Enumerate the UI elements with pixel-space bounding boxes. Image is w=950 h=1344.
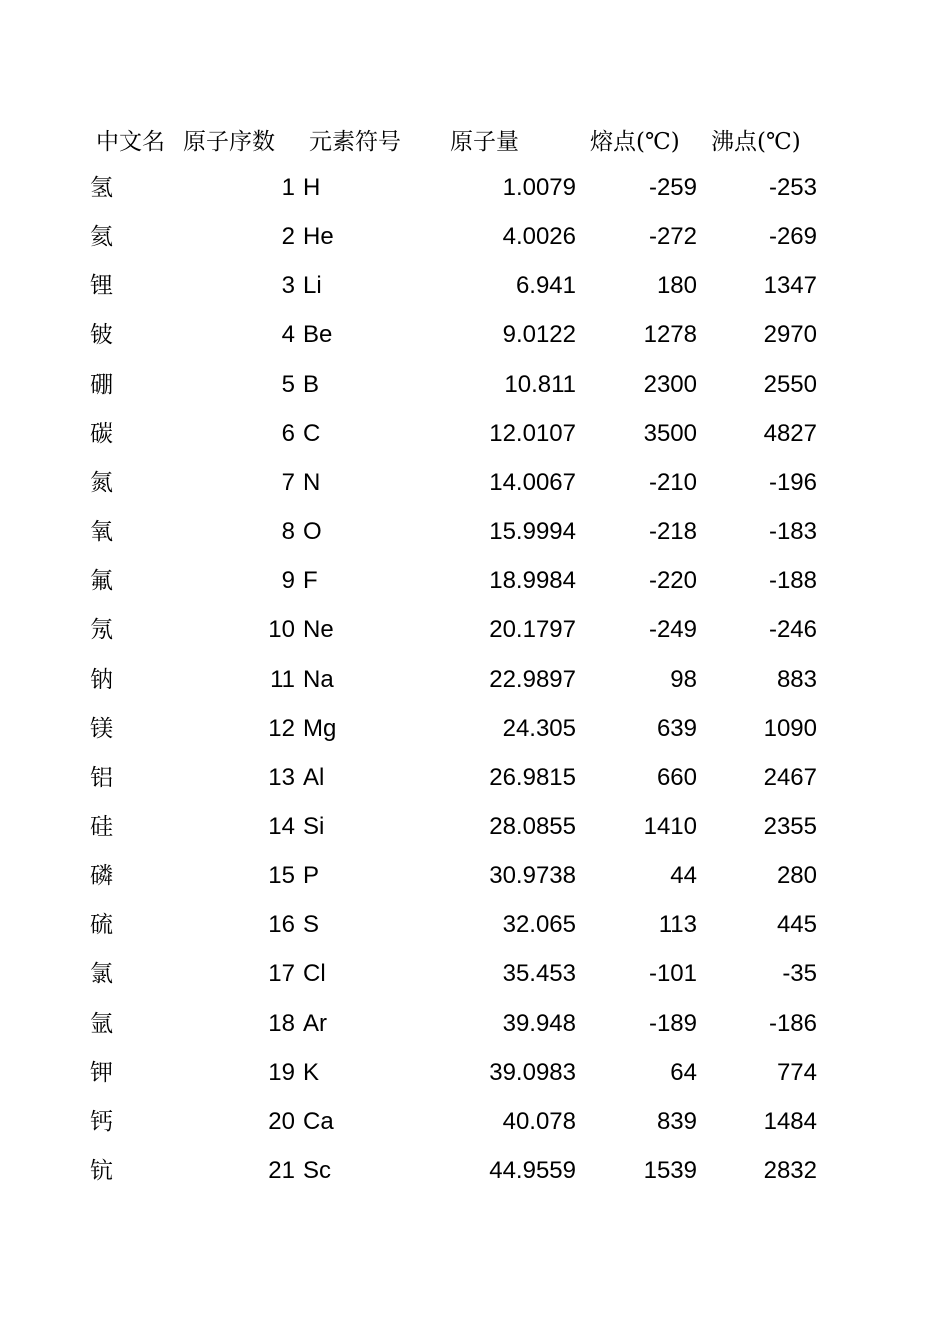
table-row xyxy=(0,760,950,796)
table-row xyxy=(0,367,950,403)
atomic-mass: 40.078 xyxy=(502,1107,576,1135)
melting-point: -101 xyxy=(648,960,697,988)
element-symbol: Si xyxy=(303,812,325,840)
boiling-point: 2970 xyxy=(763,321,817,349)
table-row xyxy=(0,907,950,943)
element-symbol: B xyxy=(303,370,320,398)
melting-point: 98 xyxy=(670,665,697,693)
element-symbol: F xyxy=(303,567,318,595)
boiling-point: 1090 xyxy=(763,714,817,742)
atomic-number: 5 xyxy=(281,370,295,398)
table-row xyxy=(0,956,950,992)
element-name: 氩 xyxy=(90,1010,113,1037)
table-row xyxy=(0,1055,950,1091)
boiling-point: 2832 xyxy=(763,1157,817,1184)
element-symbol: N xyxy=(303,468,321,496)
atomic-mass: 10.811 xyxy=(504,370,576,398)
atomic-mass: 4.0026 xyxy=(502,223,576,251)
table-row xyxy=(0,465,950,501)
atomic-number: 18 xyxy=(268,1009,295,1037)
atomic-mass: 14.0067 xyxy=(489,468,576,496)
table-row xyxy=(0,219,950,255)
element-name: 硫 xyxy=(90,912,113,939)
atomic-number: 1 xyxy=(281,174,295,201)
melting-point: -218 xyxy=(648,518,697,546)
header-boiling-point: 沸点(℃) xyxy=(711,129,801,155)
header-atomic-number: 原子序数 xyxy=(183,129,275,155)
melting-point: 639 xyxy=(656,714,697,742)
atomic-number: 14 xyxy=(268,812,295,840)
element-symbol: Sc xyxy=(303,1157,332,1184)
element-symbol: Na xyxy=(303,665,334,693)
table-row xyxy=(0,416,950,452)
table-row xyxy=(0,711,950,747)
header-element-symbol: 元素符号 xyxy=(309,129,401,155)
atomic-number: 20 xyxy=(268,1107,295,1135)
atomic-mass: 26.9815 xyxy=(489,763,576,791)
atomic-number: 9 xyxy=(281,567,295,595)
boiling-point: 774 xyxy=(776,1058,817,1086)
melting-point: 1278 xyxy=(643,321,697,349)
element-symbol: Al xyxy=(303,763,325,791)
atomic-number: 15 xyxy=(268,862,295,890)
boiling-point: -186 xyxy=(768,1009,817,1037)
element-symbol: Be xyxy=(303,321,333,349)
element-name: 铝 xyxy=(90,764,113,791)
element-name: 硅 xyxy=(90,813,113,840)
atomic-number: 6 xyxy=(281,419,295,447)
melting-point: 1410 xyxy=(643,812,697,840)
element-symbol: K xyxy=(303,1058,320,1086)
element-name: 氖 xyxy=(90,617,113,644)
atomic-mass: 15.9994 xyxy=(489,518,576,546)
table-row xyxy=(0,858,950,894)
atomic-number: 7 xyxy=(281,468,295,496)
element-name: 氢 xyxy=(90,175,113,201)
boiling-point: -196 xyxy=(768,468,817,496)
melting-point: 660 xyxy=(656,763,697,791)
element-symbol: Cl xyxy=(303,960,326,988)
element-name: 钪 xyxy=(90,1158,113,1184)
atomic-mass: 9.0122 xyxy=(502,321,576,349)
melting-point: 2300 xyxy=(643,370,697,398)
melting-point: -189 xyxy=(648,1009,697,1037)
melting-point: 180 xyxy=(656,272,697,300)
atomic-number: 4 xyxy=(281,321,295,349)
element-name: 氯 xyxy=(90,961,113,988)
atomic-mass: 22.9897 xyxy=(489,665,576,693)
boiling-point: 2467 xyxy=(763,763,817,791)
table-row xyxy=(0,662,950,698)
element-symbol: S xyxy=(303,911,320,939)
melting-point: 113 xyxy=(658,911,697,939)
melting-point: 64 xyxy=(670,1058,697,1086)
atomic-mass: 1.0079 xyxy=(502,174,576,201)
element-name: 硼 xyxy=(90,371,113,398)
element-symbol: Mg xyxy=(303,714,337,742)
atomic-number: 3 xyxy=(281,272,295,300)
melting-point: 3500 xyxy=(643,419,697,447)
element-symbol: He xyxy=(303,223,334,251)
element-name: 钾 xyxy=(90,1059,113,1086)
element-symbol: Ar xyxy=(303,1009,327,1037)
boiling-point: -183 xyxy=(768,518,817,546)
header-chinese-name: 中文名 xyxy=(96,129,165,155)
element-name: 氧 xyxy=(90,519,113,546)
table-row xyxy=(0,514,950,550)
melting-point: -249 xyxy=(648,616,697,644)
atomic-number: 19 xyxy=(268,1058,295,1086)
boiling-point: -269 xyxy=(768,223,817,251)
melting-point: -210 xyxy=(648,468,697,496)
boiling-point: 4827 xyxy=(763,419,817,447)
melting-point: -259 xyxy=(648,174,697,201)
atomic-mass: 18.9984 xyxy=(489,567,576,595)
atomic-mass: 39.0983 xyxy=(489,1058,576,1086)
boiling-point: 883 xyxy=(776,665,817,693)
melting-point: -220 xyxy=(648,567,697,595)
atomic-mass: 35.453 xyxy=(502,960,576,988)
boiling-point: -253 xyxy=(768,174,817,201)
atomic-number: 12 xyxy=(268,714,295,742)
element-name: 钙 xyxy=(90,1108,113,1135)
element-name: 氮 xyxy=(90,469,113,496)
header-atomic-mass: 原子量 xyxy=(450,129,519,155)
table-row xyxy=(0,563,950,599)
element-symbol: Ca xyxy=(303,1107,334,1135)
boiling-point: 280 xyxy=(776,862,817,890)
element-name: 锂 xyxy=(90,273,113,300)
element-name: 镁 xyxy=(90,715,113,742)
table-row xyxy=(0,170,950,206)
boiling-point: -246 xyxy=(768,616,817,644)
element-name: 氦 xyxy=(90,224,113,251)
boiling-point: -188 xyxy=(768,567,817,595)
melting-point: 44 xyxy=(670,862,697,890)
boiling-point: 2355 xyxy=(763,812,817,840)
element-symbol: H xyxy=(303,174,321,201)
atomic-number: 21 xyxy=(268,1157,295,1184)
melting-point: 839 xyxy=(656,1107,697,1135)
table-row xyxy=(0,1153,950,1189)
element-symbol: Li xyxy=(303,272,322,300)
atomic-mass: 6.941 xyxy=(515,272,576,300)
table-row xyxy=(0,809,950,845)
element-name: 铍 xyxy=(90,322,113,349)
melting-point: 1539 xyxy=(643,1157,697,1184)
element-name: 碳 xyxy=(90,420,113,447)
boiling-point: 445 xyxy=(776,911,817,939)
element-name: 钠 xyxy=(90,666,113,693)
atomic-mass: 24.305 xyxy=(502,714,576,742)
boiling-point: 1484 xyxy=(763,1107,817,1135)
atomic-mass: 44.9559 xyxy=(489,1157,576,1184)
melting-point: -272 xyxy=(648,223,697,251)
atomic-number: 13 xyxy=(268,763,295,791)
atomic-number: 10 xyxy=(268,616,295,644)
atomic-mass: 39.948 xyxy=(502,1009,576,1037)
table-row xyxy=(0,1006,950,1042)
table-header xyxy=(0,124,950,160)
table-row xyxy=(0,268,950,304)
header-melting-point: 熔点(℃) xyxy=(590,129,680,155)
table-row xyxy=(0,317,950,353)
boiling-point: 1347 xyxy=(763,272,817,300)
table-row xyxy=(0,1104,950,1140)
atomic-number: 2 xyxy=(281,223,295,251)
element-symbol: O xyxy=(303,518,322,546)
atomic-number: 11 xyxy=(270,665,295,693)
element-symbol: Ne xyxy=(303,616,334,644)
boiling-point: -35 xyxy=(782,960,817,988)
atomic-number: 17 xyxy=(268,960,295,988)
atomic-number: 8 xyxy=(281,518,295,546)
element-name: 磷 xyxy=(90,863,113,890)
element-symbol: C xyxy=(303,419,321,447)
atomic-number: 16 xyxy=(268,911,295,939)
atomic-mass: 32.065 xyxy=(502,911,576,939)
atomic-mass: 30.9738 xyxy=(489,862,576,890)
atomic-mass: 12.0107 xyxy=(489,419,576,447)
element-name: 氟 xyxy=(90,568,113,595)
atomic-mass: 28.0855 xyxy=(489,812,576,840)
table-row xyxy=(0,612,950,648)
atomic-mass: 20.1797 xyxy=(489,616,576,644)
element-symbol: P xyxy=(303,862,320,890)
boiling-point: 2550 xyxy=(763,370,817,398)
